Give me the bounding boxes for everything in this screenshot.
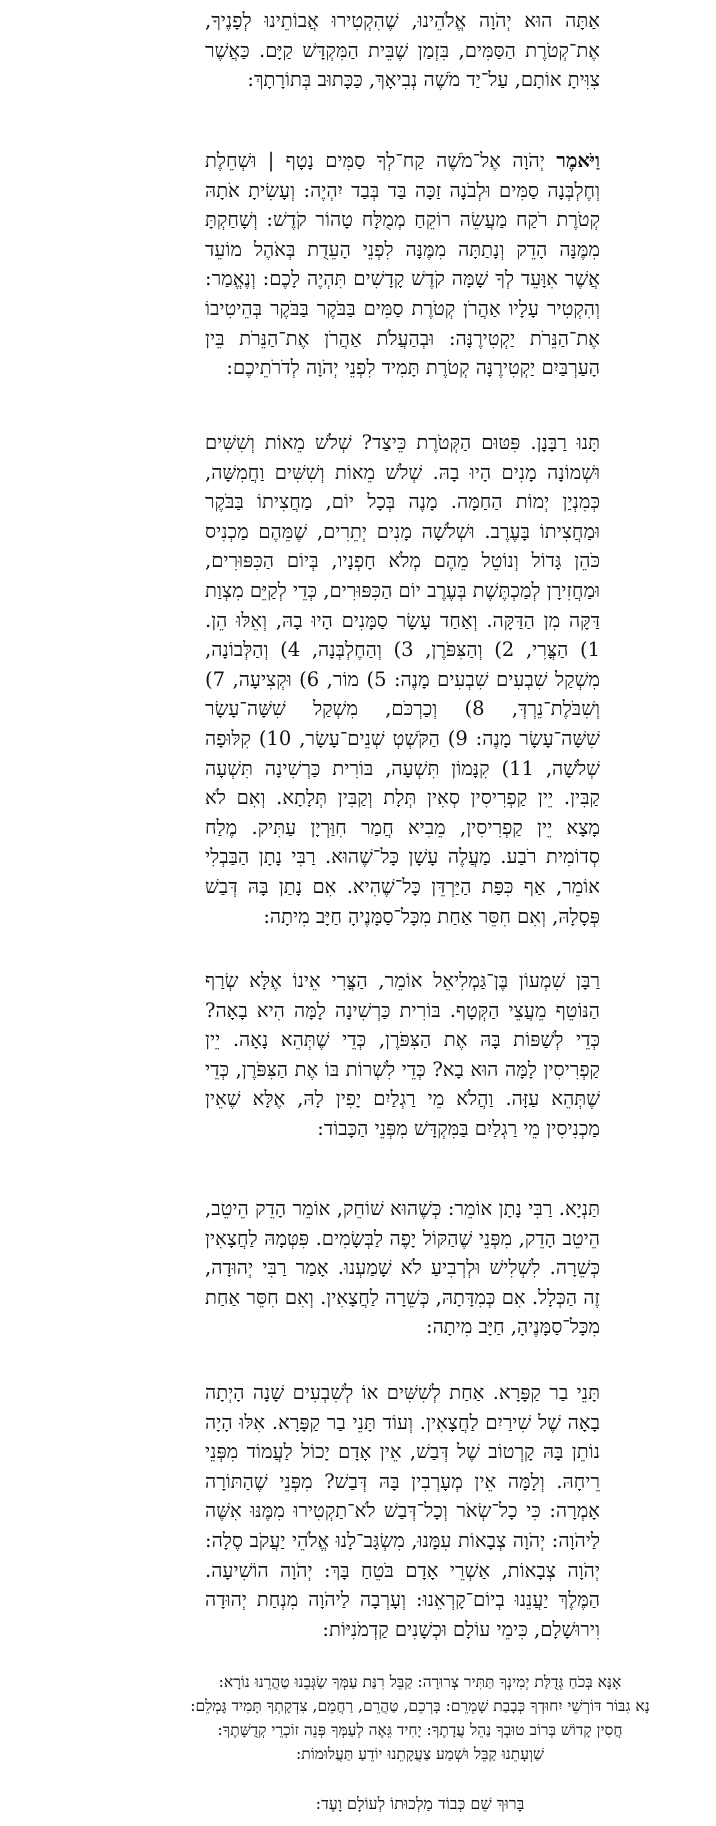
ana-bekoach-line: נָא גִבּוֹר דּוֹרְשֵׁי יִחוּדְךָ כְּבָבַת שָׁמְרֵם: בָּרְכֵם, טַהֲרֵם, רַחֲמֵם, צִדְקָתְךָ תָּמִיד גָּמְלֵם: [190,1697,650,1715]
intro-paragraph: אַתָּה הוּא יְהֹוָה אֱלֹהֵינוּ, שֶׁהִקְטִירוּ אֲבוֹתֵינוּ לְפָנֶיךָ, אֶת־קְטֹרֶת הַסַּמִּים, בִּזְמַן שֶׁבֵּית הַמִּקְדָּשׁ קַיָּם. כַּאֲשֶׁר צִוִּיתָ אוֹתָם, עַל־יַד מֹשֶׁה נְבִיאָךְ, כַּכָּתוּב בְּתוֹרָתָךְ: [205,9,600,92]
verse-text: יְהֹוָה אֶל־מֹשֶׁה קַח־לְךָ סַמִּים נָטָף | וּשְׁחֵלֶת וְחֶלְבְּנָה סַמִּים וּלְבֹנָה זַכָּה בַּד בְּבַד יִהְיֶה: וְעָשִׂיתָ אֹתָהּ קְטֹרֶת רֹקַח מַעֲשֵׂה רוֹקֵחַ מְמֻלָּח טָהוֹר קֹדֶשׁ: וְשָׁחַקְתָּ מִמֶּנָּה הָדֵק וְנָתַתָּה מִמֶּנָּה לִפְנֵי הָעֵדֻת בְּאֹהֶל מוֹעֵד אֲשֶׁר אִוָּעֵד לְךָ שָׁמָּה קֹדֶשׁ קָדָשִׁים תִּהְיֶה לָכֶם: וְנֶאֱמַר: וְהִקְטִיר עָלָיו אַהֲרֹן קְטֹרֶת סַמִּים בַּבֹּקֶר בַּבֹּקֶר בְּהֵיטִיבוֹ אֶת־הַנֵּרֹת יַקְטִירֶנָּה: וּבְהַעֲלֹת אַהֲרֹן אֶת־הַנֵּרֹת בֵּין הָעַרְבַּיִם יַקְטִירֶנָּה קְטֹרֶת תָּמִיד לִפְנֵי יְהֹוָה לְדֹרֹתֵיכֶם: [205,149,600,380]
pittum-haketoret-paragraph: תָּנוּ רַבָּנָן. פִּטּוּם הַקְּטֹרֶת כֵּיצַד? שְׁלֹשׁ מֵאוֹת וְשִׁשִּׁים וּשְׁמוֹנָה מָנִים הָיוּ בָהּ. שְׁלֹשׁ מֵאוֹת וְשִׁשִּׁים וַחֲמִשָּׁה, כְּמִנְיַן יְמוֹת הַחַמָּה. מָנֶה בְּכָל יוֹם, מַחֲצִיתוֹ בַּבֹּקֶר וּמַחֲצִיתוֹ בָּעֶרֶב. וּשְׁלֹשָׁה מָנִים יְתֵרִים, שֶׁמֵּהֶם מַכְנִיס כֹּהֵן גָּדוֹל וְנוֹטֵל מֵהֶם מְלֹא חָפְנָיו, בְּיוֹם הַכִּפּוּרִים, וּמַחֲזִירָן לְמַכְתֶּשֶׁת בְּעֶרֶב יוֹם הַכִּפּוּרִים, כְּדֵי לְקַיֵּם מִצְוַת דַּקָּה מִן הַדַּקָּה. וְאַחַד עָשָׂר סַמָּנִים הָיוּ בָהּ, וְאֵלּוּ הֵן. 1) הַצֳּרִי, 2) וְהַצִּפֹּרֶן, 3) וְהַחֶלְבְּנָה, 4) וְהַלְּבוֹנָה, מִשְׁקַל שִׁבְעִים שִׁבְעִים מָנֶה: 5) מוֹר, 6) וּקְצִיעָה, 7) וְשִׁבֹּלֶת־נֵרְדְּ, 8) וְכַרְכֹּם, מִשְׁקַל שִׁשָּׁה־עָשָׂר שִׁשָּׁה־עָשָׂר מָנֶה: 9) הַקֹּשְׁטְ שְׁנֵים־עָשָׂר, 10) קִלּוּפָה שְׁלֹשָׁה, 11) קִנָּמוֹן תִּשְׁעָה, בּוֹרִית כַּרְשִׁינָה תִּשְׁעָה קַבִּין. יֵין קַפְרִיסִין סְאִין תְּלָת וְקַבִּין תְּלָתָא. וְאִם לֹא מָצָא יֵין קַפְרִיסִין, מֵבִיא חֲמַר חִוַּרְיָן עַתִּיק. מֶלַח סְדוֹמִית רֹבַע. מַעֲלֶה עָשָׁן כָּל־שֶׁהוּא. רַבִּי נָתָן הַבַּבְלִי אוֹמֵר, אַף כִּפַּת הַיַּרְדֵּן כָּל־שֶׁהִיא. אִם נָתַן בָּהּ דְּבַשׁ פְּסָלָהּ, וְאִם חִסֵּר אַחַת מִכָּל־סַמָּנֶיהָ חַיָּב מִיתָה: [205,431,600,928]
baruch-shem-line: בָּרוּךְ שֵׁם כְּבוֹד מַלְכוּתוֹ לְעוֹלָם וָעֶד: [315,1794,525,1813]
tanya-paragraph: תַּנְיָא. רַבִּי נָתָן אוֹמֵר: כְּשֶׁהוּא שׁוֹחֵק, אוֹמֵר הָדֵק הֵיטֵב, הֵיטֵב הָדֵק, מִפְּנֵי שֶׁהַקּוֹל יָפֶה לַבְּשָׂמִים. פִּטְּמָהּ לַחֲצָאִין כְּשֵׁרָה. לִשְׁלִישׁ וּלְרְבִיעַ לֹא שָׁמַעְנוּ. אָמַר רַבִּי יְהוּדָה, זֶה הַכְּלָל. אִם כְּמִדָּתָהּ, כְּשֵׁרָה לַחֲצָאִין. וְאִם חִסֵּר אַחַת מִכָּל־סַמָּנֶיהָ, חַיָּב מִיתָה: [205,1197,600,1339]
ana-bekoach-line: חֲסִין קָדוֹשׁ בְּרוֹב טוּבְךָ נַהֵל עֲדָתֶךָ: יָחִיד גֵּאֶה לְעַמְּךָ פְּנֵה זוֹכְרֵי קְדֻשָּׁתֶךָ: [217,1721,623,1739]
verse-opener: וַיֹּאמֶר [556,149,600,172]
ana-bekoach-section [120,1670,716,1766]
torah-verse-paragraph [205,146,600,383]
ana-bekoach-line: אָנָּא בְּכֹחַ גְּדֻלַּת יְמִינְךָ תַּתִּיר צְרוּרָה: קַבֵּל רִנַּת עַמְּךָ שַׂגְּבֵנוּ טַהֲרֵנוּ נוֹרָא: [218,1673,622,1691]
bar-kappara-paragraph: תָּנֵי בַר קַפָּרָא. אַחַת לְשִׁשִּׁים אוֹ לְשִׁבְעִים שָׁנָה הָיְתָה בָאָה שֶׁל שִׁירַיִם לַחֲצָאִין. וְעוֹד תָּנֵי בַר קַפָּרָא. אִלּוּ הָיָה נוֹתֵן בָּהּ קָרְטוֹב שֶׁל דְּבַשׁ, אֵין אָדָם יָכוֹל לַעֲמוֹד מִפְּנֵי רֵיחָהּ. וְלָמָּה אֵין מְעָרְבִין בָּהּ דְּבַשׁ? מִפְּנֵי שֶׁהַתּוֹרָה אָמְרָה: כִּי כָל־שְׂאֹר וְכָל־דְּבַשׁ לֹא־תַקְטִירוּ מִמֶּנּוּ אִשֶּׁה לַיהֹוָה: יְהֹוָה צְבָאוֹת עִמָּנוּ, מִשְׂגָּב־לָנוּ אֱלֹהֵי יַעֲקֹב סֶלָה: יְהֹוָה צְבָאוֹת, אַשְׁרֵי אָדָם בֹּטֵחַ בָּךְ: יְהֹוָה הוֹשִׁיעָה. הַמֶּלֶךְ יַעֲנֵנוּ בְיוֹם־קָרְאֵנוּ: וְעָרְבָה לַיהֹוָה מִנְחַת יְהוּדָה וִירוּשָׁלָם, כִּימֵי עוֹלָם וּכְשָׁנִים קַדְמֹנִיּוֹת: [205,1381,600,1641]
rabban-shimon-paragraph: רַבָּן שִׁמְעוֹן בֶּן־גַּמְלִיאֵל אוֹמֵר, הַצֳּרִי אֵינוֹ אֶלָּא שְׂרַף הַנּוֹטֵף מֵעֲצֵי הַקְּטָף. בּוֹרִית כַּרְשִׁינָה לָמָּה הִיא בָאָה? כְּדֵי לְשַׁפּוֹת בָּהּ אֶת הַצִּפֹּרֶן, כְּדֵי שֶׁתְּהֵא נָאָה. יֵין קַפְרִיסִין לָמָּה הוּא בָא? כְּדֵי לִשְׁרוֹת בּוֹ אֶת הַצִּפֹּרֶן, כְּדֵי שֶׁתְּהֵא עַזָּה. וַהֲלֹא מֵי רַגְלַיִם יָפִין לָהּ, אֶלָּא שֶׁאֵין מַכְנִיסִין מֵי רַגְלַיִם בַּמִּקְדָּשׁ מִפְּנֵי הַכָּבוֹד: [205,969,600,1140]
ana-bekoach-line: שַׁוְעָתֵנוּ קַבֵּל וּשְׁמַע צַעֲקָתֵנוּ יוֹדֵעַ תַּעֲלוּמוֹת: [296,1745,544,1763]
